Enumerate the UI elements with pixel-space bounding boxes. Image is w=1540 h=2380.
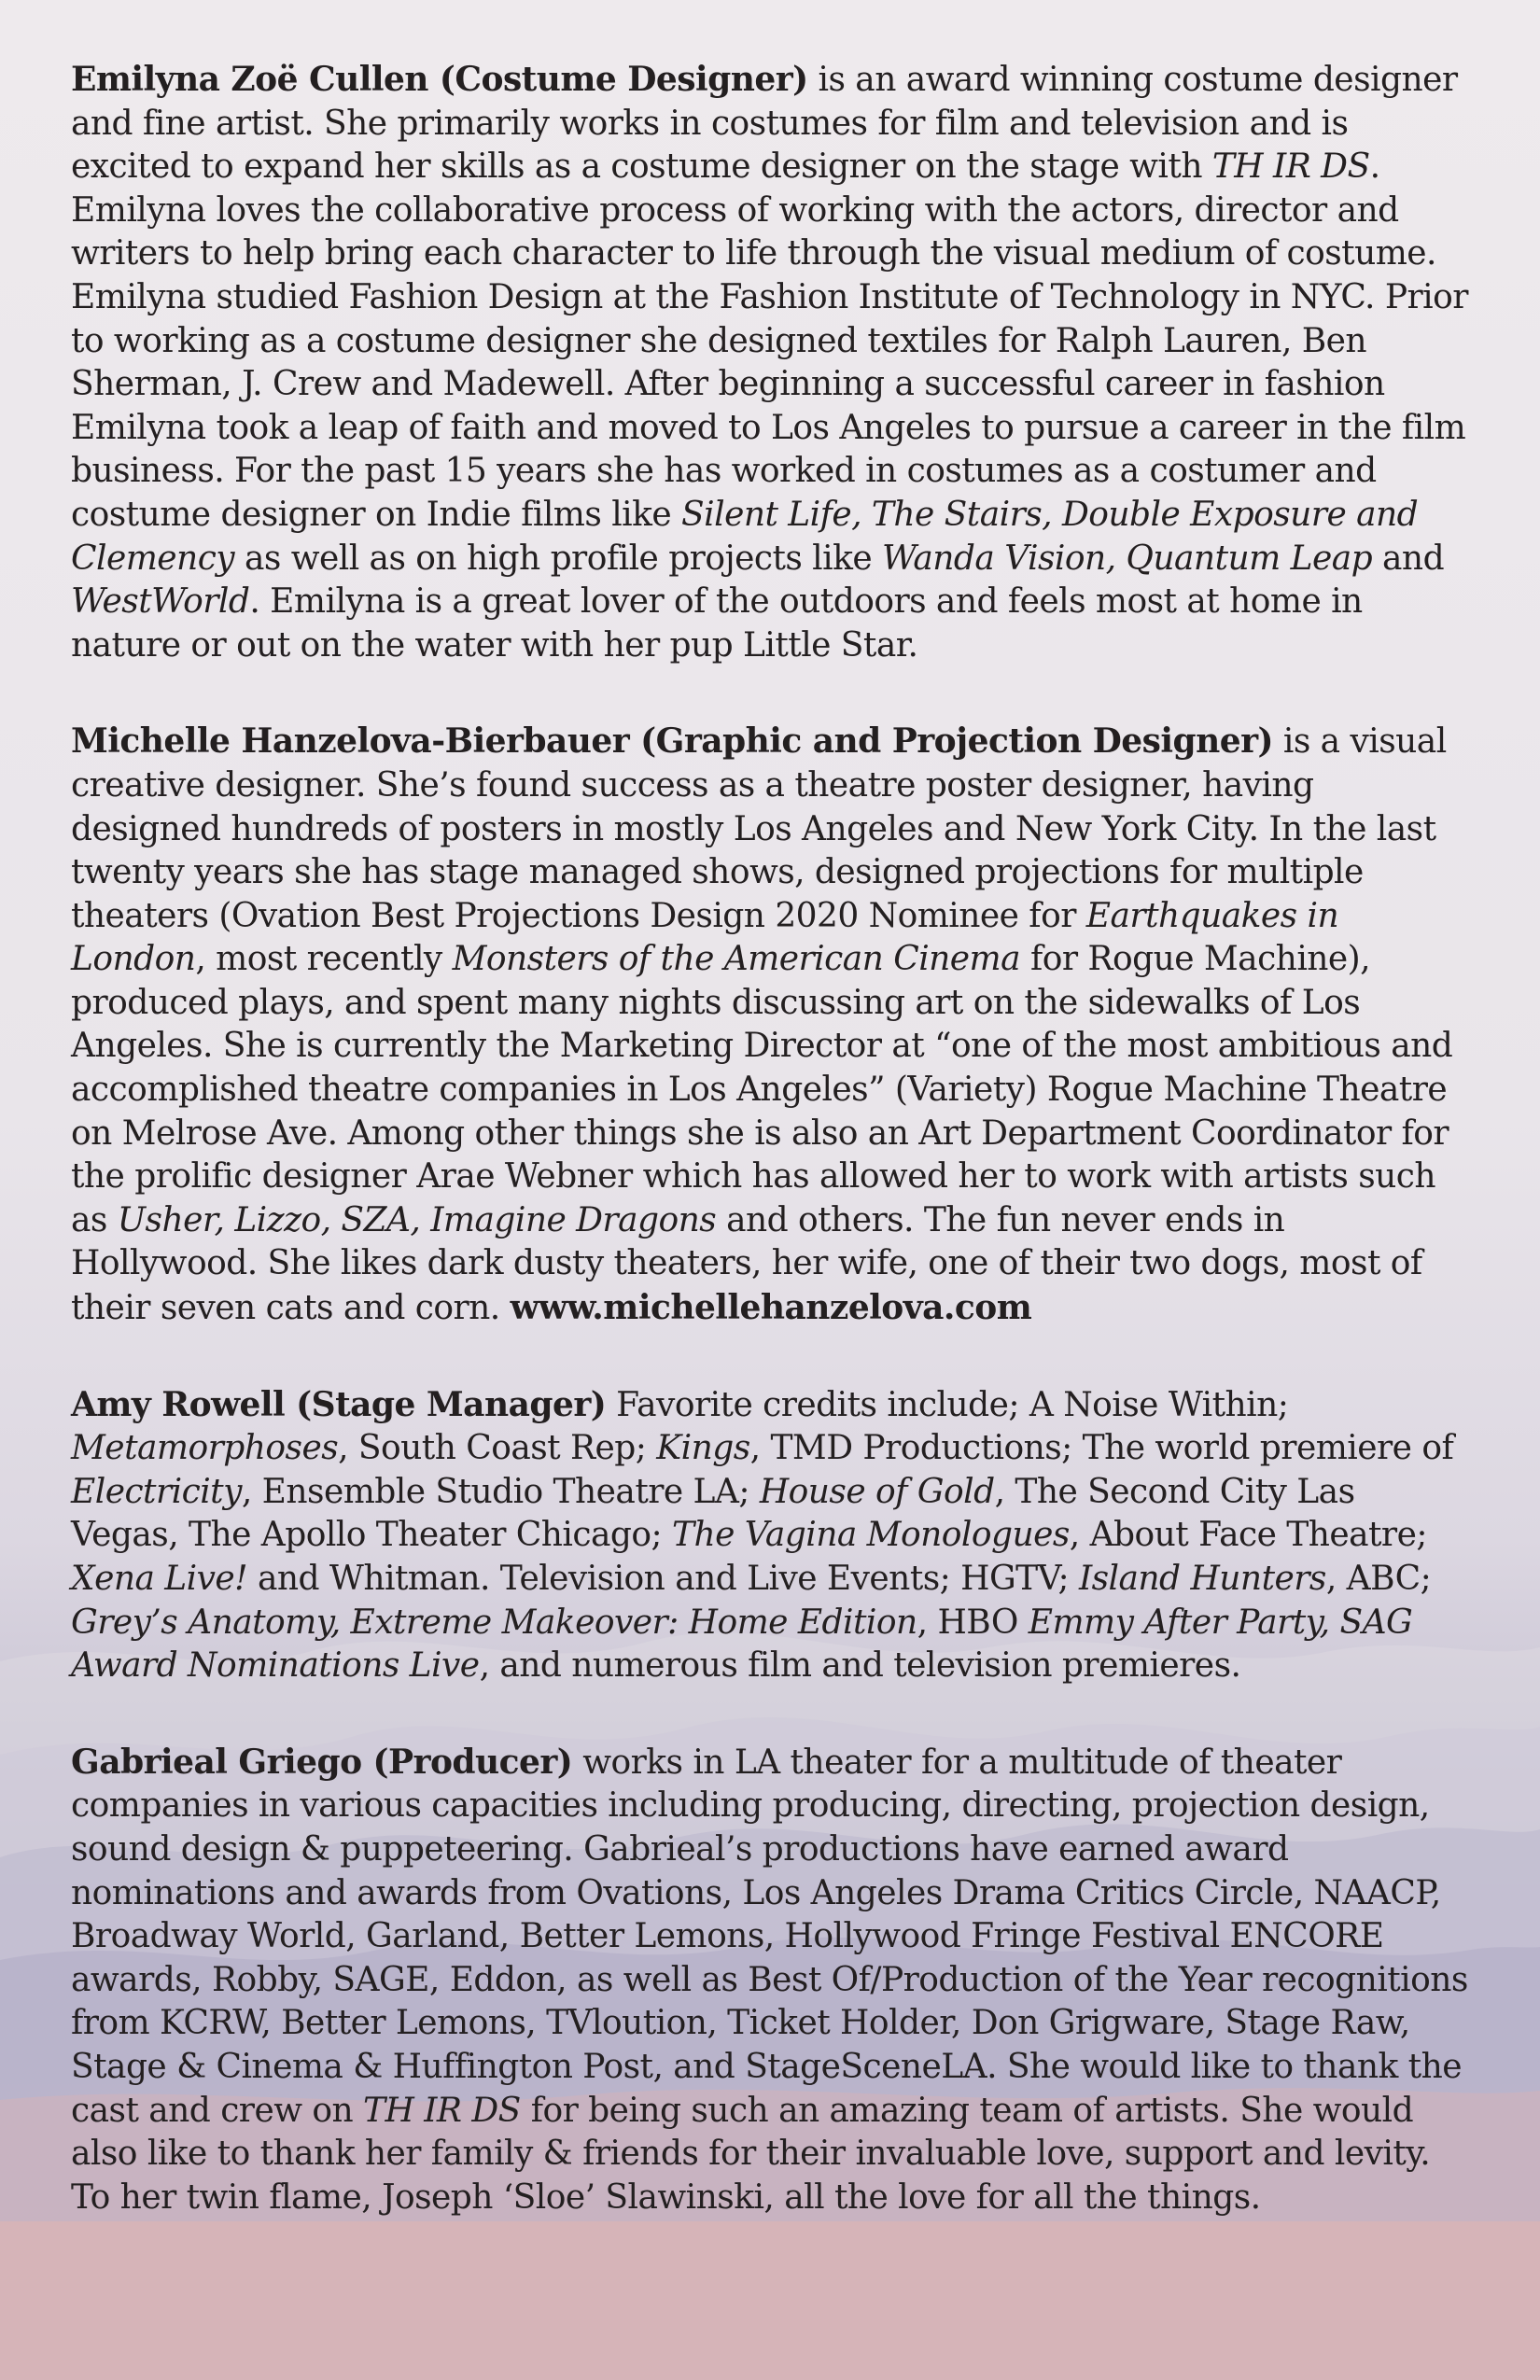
italic-title: Xena Live! <box>71 1560 248 1598</box>
bio-text: for being such an amazing team of artists. She would also like to thank her family & friends for their invaluable love, support and levity. To her twin flame, Joseph ‘Sloe’ Slawinski, all the love for all the things. <box>71 2091 1431 2217</box>
italic-title: Kings <box>656 1429 750 1468</box>
bio-text: . Emilyna is a great lover of the outdoors and feels most at home in nature or out on the water with her pup Little Star. <box>71 582 1363 665</box>
bio-text: and others. The fun never ends in Hollywood. She likes dark dusty theaters, her wife, one of their two dogs, most of their seven cats and corn. <box>71 1200 1422 1328</box>
bio-text: as well as on high profile projects like <box>234 539 883 578</box>
italic-title: House of Gold <box>759 1472 995 1511</box>
italic-title: Usher, Lizzo, SZA, Imagine Dragons <box>117 1200 717 1239</box>
bio-text: , The Second City Las Vegas, The Apollo Theater Chicago; <box>71 1472 1355 1555</box>
bio-text: for Rogue Machine), produced plays, and spent many nights discussing art on the sidewalks of Los Angeles. She is currently the Marketing Director at “one of the most ambitious and accomplished theatre companies in Los Angeles” (Variety) Rogue Machine Theatre on Melrose Ave. Among other things she is also an Art Department Coordinator for the prolific designer Arae Webner which has allowed her to work with artists such as <box>71 940 1453 1239</box>
bio-name: Emilyna Zoë Cullen (Costume Designer) <box>71 60 808 99</box>
italic-title: Monsters of the American Cinema <box>452 940 1021 979</box>
italic-title: Grey’s Anatomy, Extreme Makeover: Home Edition <box>71 1603 917 1642</box>
bio-text: , About Face Theatre; <box>1069 1516 1427 1555</box>
italic-title: Silent Life, The Stairs, Double Exposure and Clemency <box>71 495 1419 578</box>
bio-text: is a visual creative designer. She’s found success as a theatre poster designer, having designed hundreds of posters in mostly Los Angeles and New York City. In the last twenty years she has stage managed shows, designed projections for multiple theaters (Ovation Best Projections Design 2020 Nominee for <box>71 722 1447 935</box>
italic-title: WestWorld <box>71 582 250 622</box>
italic-title: The Vagina Monologues <box>671 1516 1070 1555</box>
italic-title: Wanda Vision, Quantum Leap <box>882 539 1373 578</box>
italic-title: Electricity <box>71 1472 242 1511</box>
bio-text: , Ensemble Studio Theatre LA; <box>241 1472 760 1511</box>
italic-title: TH IR DS <box>363 2091 521 2130</box>
bio-text: works in LA theater for a multitude of theater companies in various capacities including producing, directing, projection design, sound design & puppeteering. Gabrieal’s productions have earned award nominations and awards from Ovations, Los Angeles Drama Critics Circle, NAACP, Broadway World, Garland, Better Lemons, Hollywood Fringe Festival ENCORE awards, Robby, SAGE, Eddon, as well as Best Of/Production of the Year recognitions from KCRW, Better Lemons, TVloution, Ticket Holder, Don Grigware, Stage Raw, Stage & Cinema & Huffington Post, and StageSceneLA. She would like to thank the cast and crew on <box>71 1743 1468 2130</box>
bio-michelle-hanzelova-bierbauer <box>71 720 1471 1330</box>
bio-amy-rowell <box>71 1383 1471 1688</box>
bio-text: . Emilyna loves the collaborative process of working with the actors, director and writers to help bring each character to life through the visual medium of costume. Emilyna studied Fashion Design at the Fashion Institute of Technology in NYC. Prior to working as a costume designer she designed textiles for Ralph Lauren, Ben Sherman, J. Crew and Madewell. After beginning a successful career in fashion Emilyna took a leap of faith and moved to Los Angeles to pursue a career in the film business. For the past 15 years she has worked in costumes as a costumer and costume designer on Indie films like <box>71 147 1468 534</box>
italic-title: Metamorphoses <box>71 1429 339 1468</box>
bio-text: Favorite credits include; A Noise Within; <box>606 1385 1289 1424</box>
italic-title: TH IR DS <box>1211 147 1370 187</box>
bio-text: , TMD Productions; The world premiere of <box>749 1429 1454 1468</box>
italic-title: Earthquakes in London <box>71 896 1339 979</box>
bio-text: , most recently <box>195 940 453 979</box>
bio-text: , South Coast Rep; <box>338 1429 657 1468</box>
bio-name: Gabrieal Griego (Producer) <box>71 1742 573 1782</box>
italic-title: Emmy After Party, SAG Award Nominations Live <box>71 1603 1413 1686</box>
bio-name: Michelle Hanzelova-Bierbauer (Graphic and Projection Designer) <box>71 721 1273 762</box>
italic-title: Island Hunters <box>1078 1560 1326 1598</box>
bio-emilyna-cullen <box>71 58 1471 667</box>
bio-text: and <box>1372 539 1445 578</box>
bio-name: Amy Rowell (Stage Manager) <box>71 1384 607 1424</box>
bio-text: , HBO <box>917 1603 1029 1642</box>
bio-gabrieal-griego <box>71 1741 1471 2220</box>
bio-text: and Whitman. Television and Live Events; HGTV; <box>247 1560 1079 1598</box>
website-link-text: www.michellehanzelova.com <box>510 1288 1032 1328</box>
bios-section <box>71 58 1471 2272</box>
bio-text: , and numerous film and television premieres. <box>479 1646 1241 1686</box>
bio-text: , ABC; <box>1325 1560 1432 1598</box>
bio-text: is an award winning costume designer and fine artist. She primarily works in costumes for film and television and is excited to expand her skills as a costume designer on the stage with <box>71 61 1458 187</box>
